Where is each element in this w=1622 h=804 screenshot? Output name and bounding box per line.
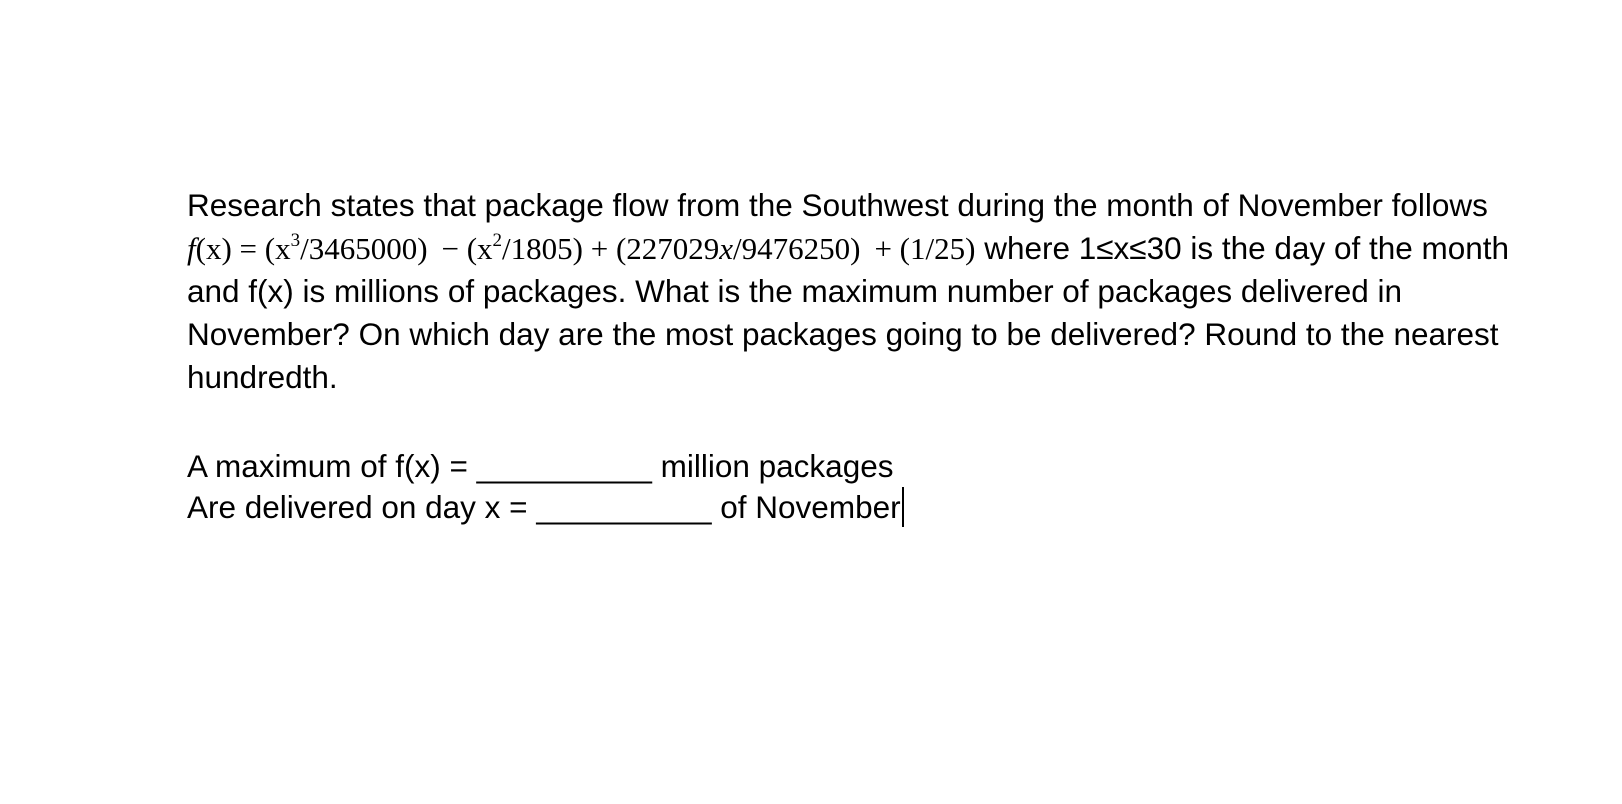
answer-block[interactable] xyxy=(187,446,904,528)
formula-part-1: (x) = (x xyxy=(195,231,291,266)
formula-part-3: /1805) + (227029 xyxy=(502,231,720,266)
question-intro: Research states that package flow from the Southwest during the month of November follows xyxy=(187,187,1488,223)
text-cursor xyxy=(902,487,904,527)
question-body: where 1≤x≤30 is the day of the month and f(x) is millions of packages. What is the maximum number of packages delivered in November? On which day are the most packages going to be delivered? Round to the nearest hundredth. xyxy=(187,230,1510,395)
question-paragraph xyxy=(187,184,1547,399)
formula-f: f xyxy=(187,231,196,266)
formula-part-4: /9476250) + (1/25) xyxy=(733,231,976,266)
formula-exponent-2: 2 xyxy=(492,230,503,251)
formula-x: x xyxy=(719,231,734,266)
question-text xyxy=(187,184,1547,399)
answer-day-text[interactable]: Are delivered on day x = __________ of November xyxy=(187,489,901,525)
answer-day-line[interactable] xyxy=(187,487,904,528)
answer-max-text[interactable]: A maximum of f(x) = __________ million packages xyxy=(187,448,894,484)
formula-part-2: /3465000) − (x xyxy=(300,231,493,266)
formula xyxy=(187,231,975,266)
formula-exponent-3: 3 xyxy=(290,230,301,251)
answer-max-line[interactable] xyxy=(187,446,904,487)
